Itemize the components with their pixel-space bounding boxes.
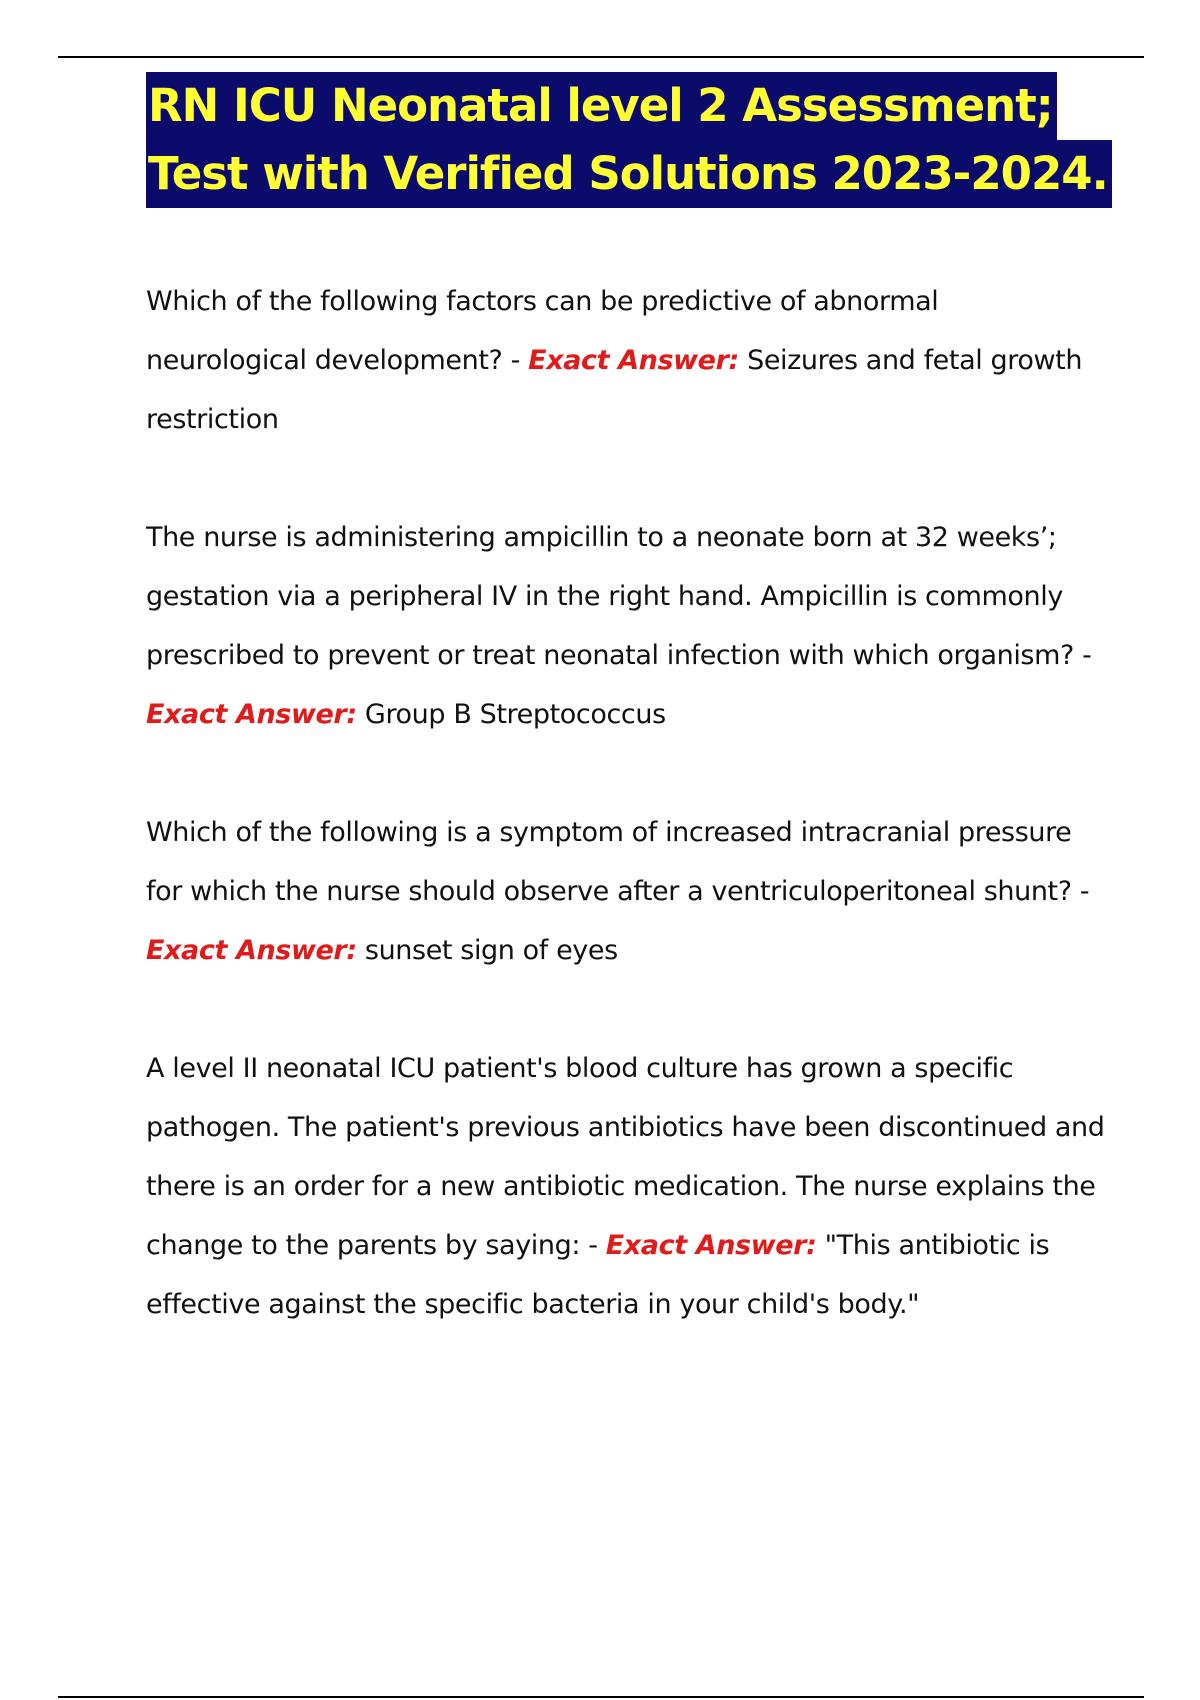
answer-label: Exact Answer: bbox=[605, 1230, 817, 1261]
answer-label: Exact Answer: bbox=[146, 935, 357, 966]
question-text: The nurse is administering ampicillin to a neonate born at 32 weeks’; gestation via a peripheral IV in the right hand. Ampicillin is commonly prescribed to prevent or treat neonatal infection with which organism? - bbox=[146, 522, 1092, 671]
answer-label: Exact Answer: bbox=[528, 345, 739, 376]
top-rule bbox=[58, 56, 1144, 58]
answer-label: Exact Answer: bbox=[146, 699, 357, 730]
title-line-1: RN ICU Neonatal level 2 Assessment; bbox=[146, 72, 1057, 140]
title-line-2: Test with Verified Solutions 2023-2024. bbox=[146, 140, 1112, 208]
qa-list bbox=[146, 272, 1106, 1393]
question-text: A level II neonatal ICU patient's blood culture has grown a specific pathogen. The patient's previous antibiotics have been discontinued and there is an order for a new antibiotic medication. The nurse explains the change to the parents by saying: - bbox=[146, 1053, 1105, 1261]
answer-text: Seizures and fetal growth restriction bbox=[146, 345, 1083, 435]
bottom-rule bbox=[58, 1696, 1144, 1698]
answer-text: Group B Streptococcus bbox=[356, 699, 666, 730]
qa-item-3 bbox=[146, 803, 1106, 980]
qa-item-4 bbox=[146, 1039, 1106, 1334]
qa-item-1 bbox=[146, 272, 1106, 449]
answer-text: sunset sign of eyes bbox=[356, 935, 618, 966]
answer-text: "This antibiotic is effective against the specific bacteria in your child's body." bbox=[146, 1230, 1050, 1320]
question-text: Which of the following factors can be predictive of abnormal neurological development? - bbox=[146, 286, 939, 376]
question-text: Which of the following is a symptom of increased intracranial pressure for which the nurse should observe after a ventriculoperitoneal shunt? - bbox=[146, 817, 1090, 907]
page-title bbox=[146, 72, 1146, 208]
qa-item-2 bbox=[146, 508, 1106, 744]
